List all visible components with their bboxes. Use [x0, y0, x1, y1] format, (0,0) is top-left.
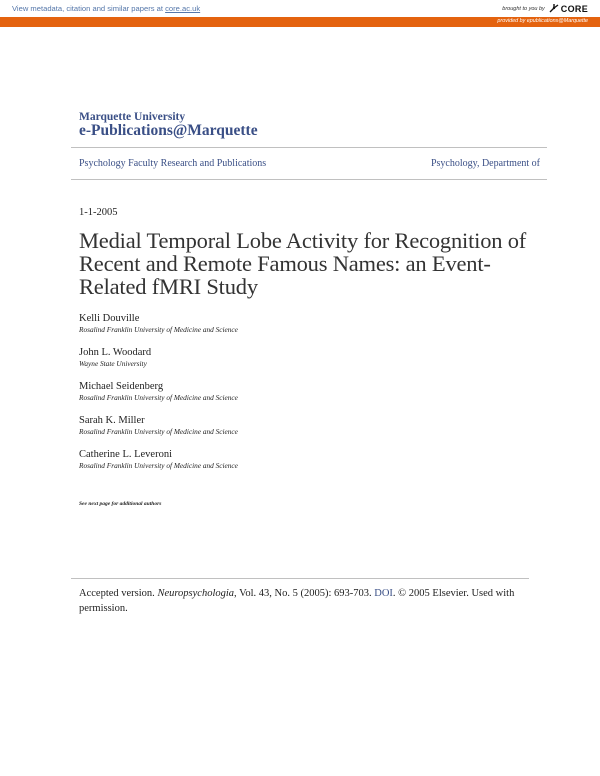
author-entry [79, 448, 238, 471]
core-logo-icon [549, 3, 559, 14]
author-name: Sarah K. Miller [79, 415, 145, 426]
article-title: Medial Temporal Lobe Activity for Recognition of Recent and Remote Famous Names: an Event-Related fMRI Study [79, 228, 527, 299]
citation-prefix: Accepted version. [79, 588, 155, 599]
author-affiliation: Rosalind Franklin University of Medicine and Science [79, 325, 238, 334]
additional-authors-note: See next page for additional authors [79, 501, 162, 507]
core-metadata-text [12, 4, 200, 13]
citation-suffix: . © 2005 Elsevier. Used with permission. [79, 588, 515, 614]
author-name: Michael Seidenberg [79, 381, 164, 392]
core-provided-text: provided by epublications@Marquette [497, 18, 588, 24]
core-logo-label: CORE [560, 3, 588, 14]
header-divider-top [71, 147, 547, 148]
author-affiliation: Rosalind Franklin University of Medicine and Science [79, 427, 238, 436]
core-metadata-label: View metadata, citation and similar papers at [12, 4, 163, 13]
core-brought-text: brought to you by [502, 5, 545, 12]
author-name: Kelli Douville [79, 313, 140, 324]
citation-text [79, 586, 519, 616]
citation-divider [71, 578, 529, 579]
doi-link[interactable]: DOI [374, 588, 393, 599]
collection-link[interactable]: Psychology Faculty Research and Publications [79, 158, 267, 169]
author-name: Catherine L. Leveroni [79, 449, 173, 460]
publication-date: 1-1-2005 [79, 207, 118, 218]
citation-journal: Neuropsychologia [157, 588, 235, 599]
core-logo[interactable] [549, 3, 588, 14]
department-link[interactable]: Psychology, Department of [430, 158, 540, 169]
author-name: John L. Woodard [79, 347, 152, 358]
core-link[interactable]: core.ac.uk [165, 4, 201, 13]
author-entry [79, 414, 238, 437]
author-affiliation: Wayne State University [79, 359, 147, 368]
core-provider-bar [0, 17, 600, 27]
author-affiliation: Rosalind Franklin University of Medicine and Science [79, 393, 238, 402]
author-list [79, 312, 238, 482]
citation-details: , Vol. 43, No. 5 (2005): 693-703. [234, 588, 372, 599]
author-entry [79, 380, 238, 403]
header-divider-bottom [71, 179, 547, 180]
university-name: Marquette University [79, 111, 186, 123]
author-entry [79, 312, 238, 335]
author-affiliation: Rosalind Franklin University of Medicine and Science [79, 461, 238, 470]
author-entry [79, 346, 238, 369]
core-banner [0, 0, 600, 17]
core-brand[interactable] [502, 3, 588, 14]
repository-name[interactable]: e-Publications@Marquette [79, 122, 258, 139]
